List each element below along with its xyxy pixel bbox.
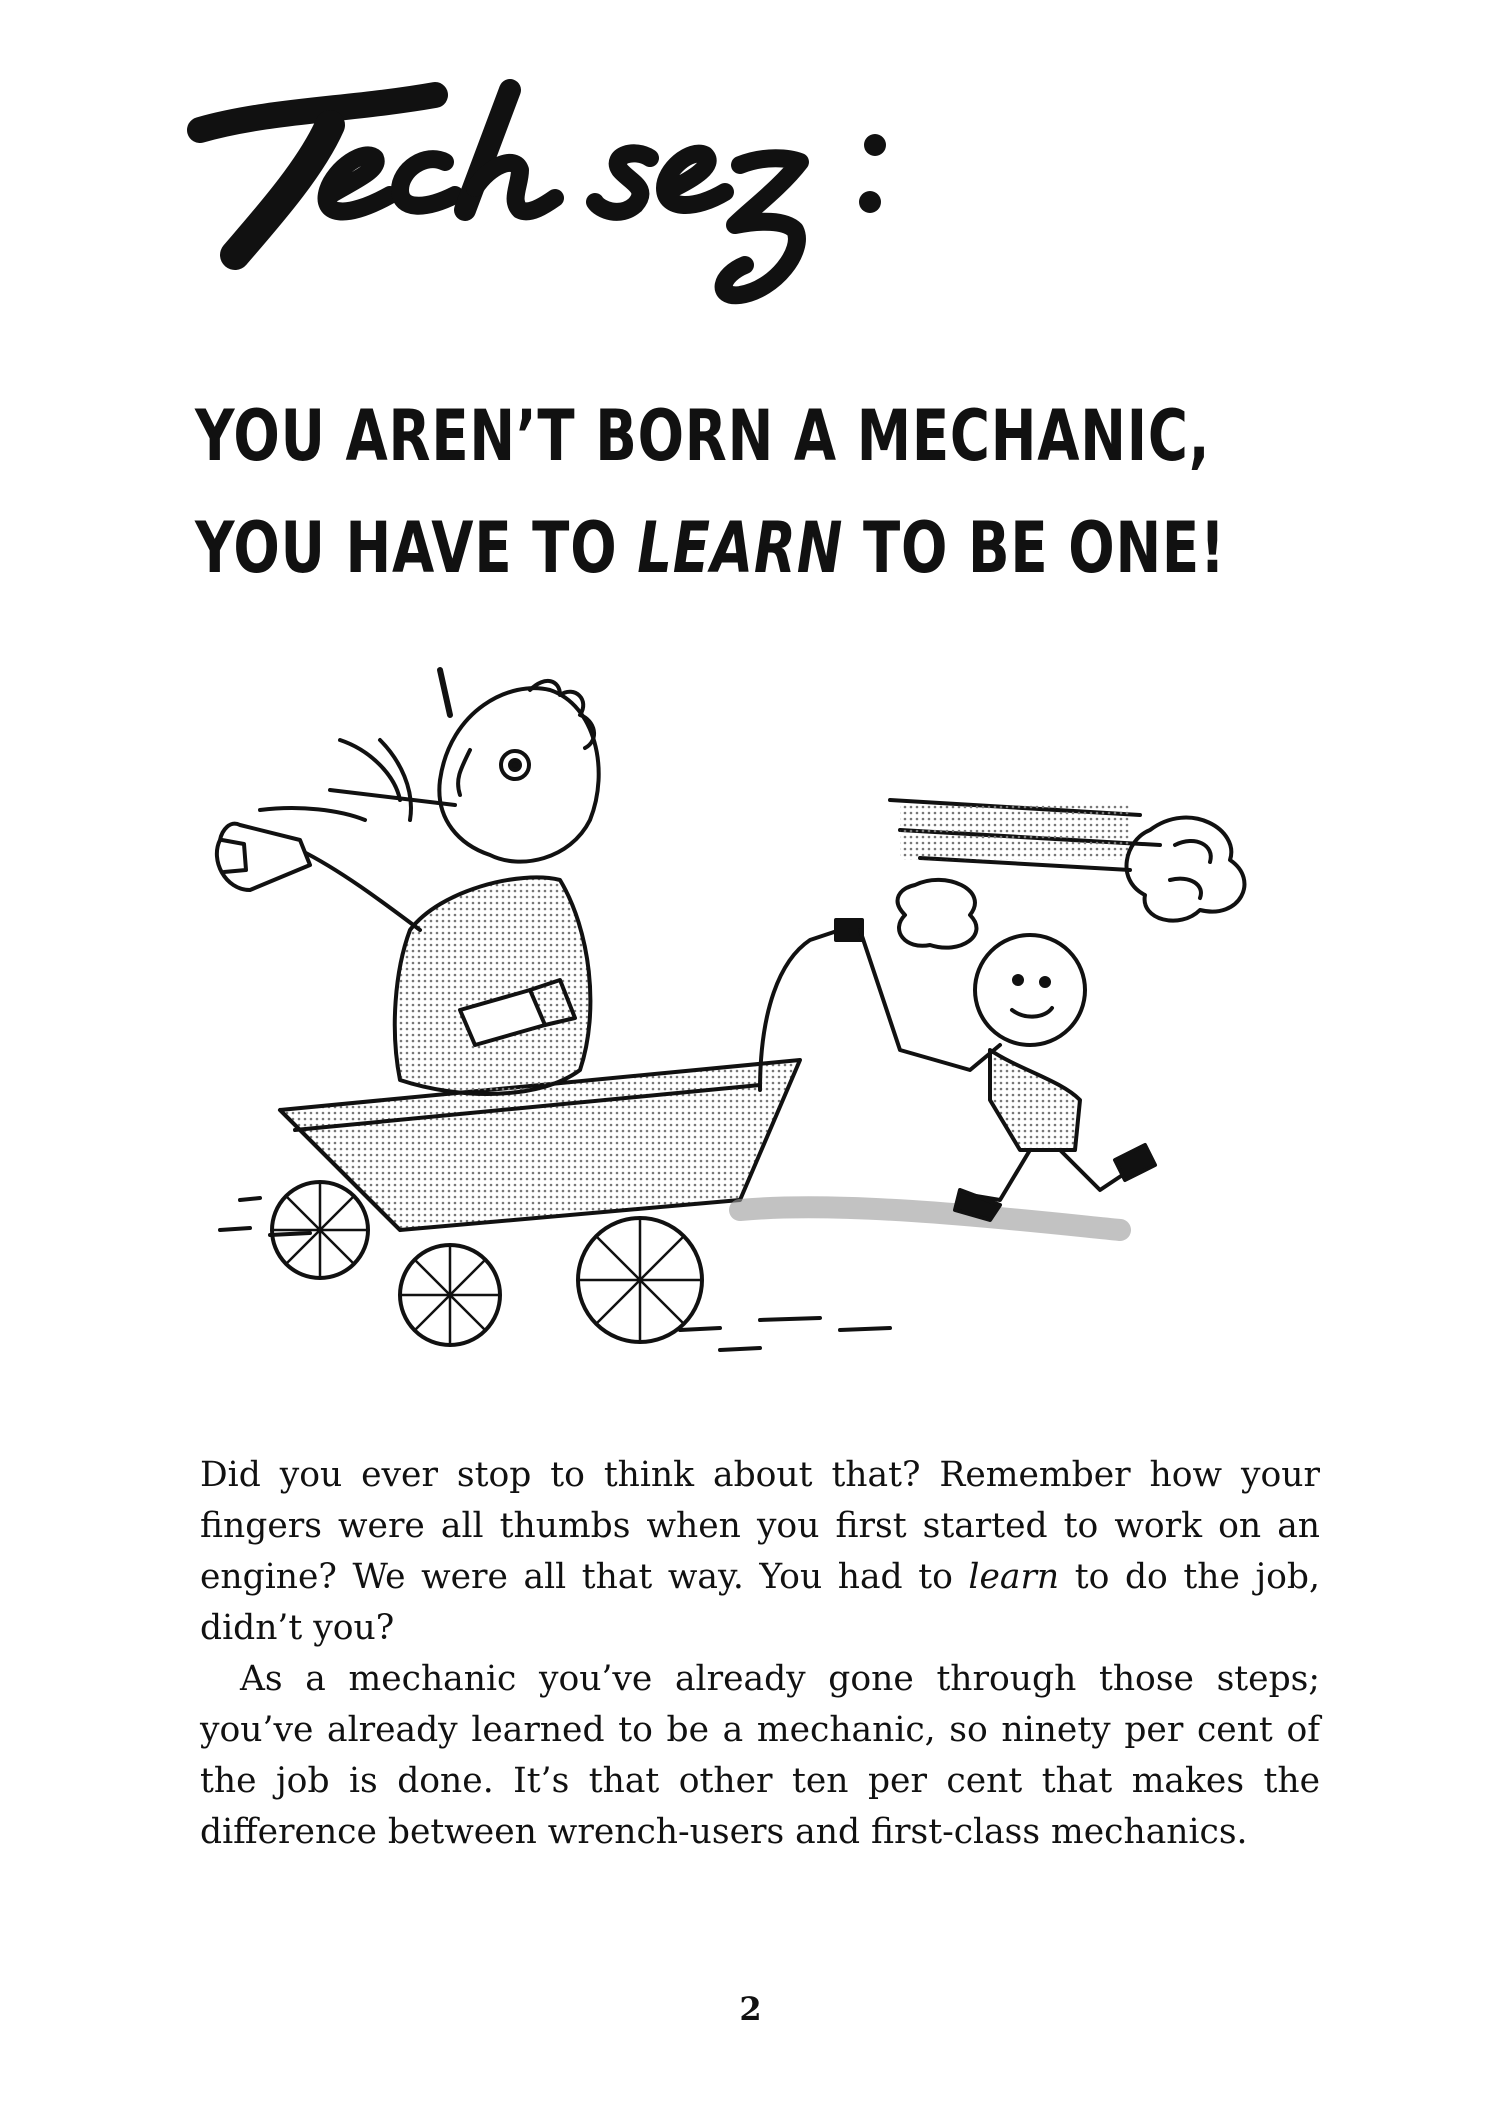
paragraph-1-start: Did you ever stop to think about that? Remember how your fingers were all thumbs when you first started to work on an engine? We were all that way. You had to bbox=[200, 1455, 1320, 1597]
body-text bbox=[200, 1450, 1320, 1858]
cartoon-illustration bbox=[200, 630, 1300, 1410]
paragraph-1 bbox=[200, 1450, 1320, 1654]
tech-sez-logo bbox=[180, 70, 920, 340]
paragraph-1-end: to do the job, didn’t you? bbox=[200, 1557, 1320, 1648]
headline-line-2 bbox=[195, 492, 1226, 604]
headline-line-2-end: TO BE ONE! bbox=[843, 507, 1226, 589]
page-number: 2 bbox=[739, 1990, 762, 2028]
headline-emphasis: LEARN bbox=[637, 507, 844, 589]
paragraph-2: As a mechanic you’ve already gone through those steps; you’ve already learned to be a mechanic, so ninety per cent of the job is done. It’s that other ten per cent that makes the difference between wrench-users and first-class mechanics. bbox=[200, 1659, 1320, 1852]
paragraph-1-emphasis: learn bbox=[968, 1557, 1060, 1597]
headline bbox=[195, 380, 1226, 604]
headline-line-2-start: YOU HAVE TO bbox=[195, 507, 638, 589]
headline-line-1: YOU AREN’T BORN A MECHANIC, bbox=[195, 395, 1211, 477]
